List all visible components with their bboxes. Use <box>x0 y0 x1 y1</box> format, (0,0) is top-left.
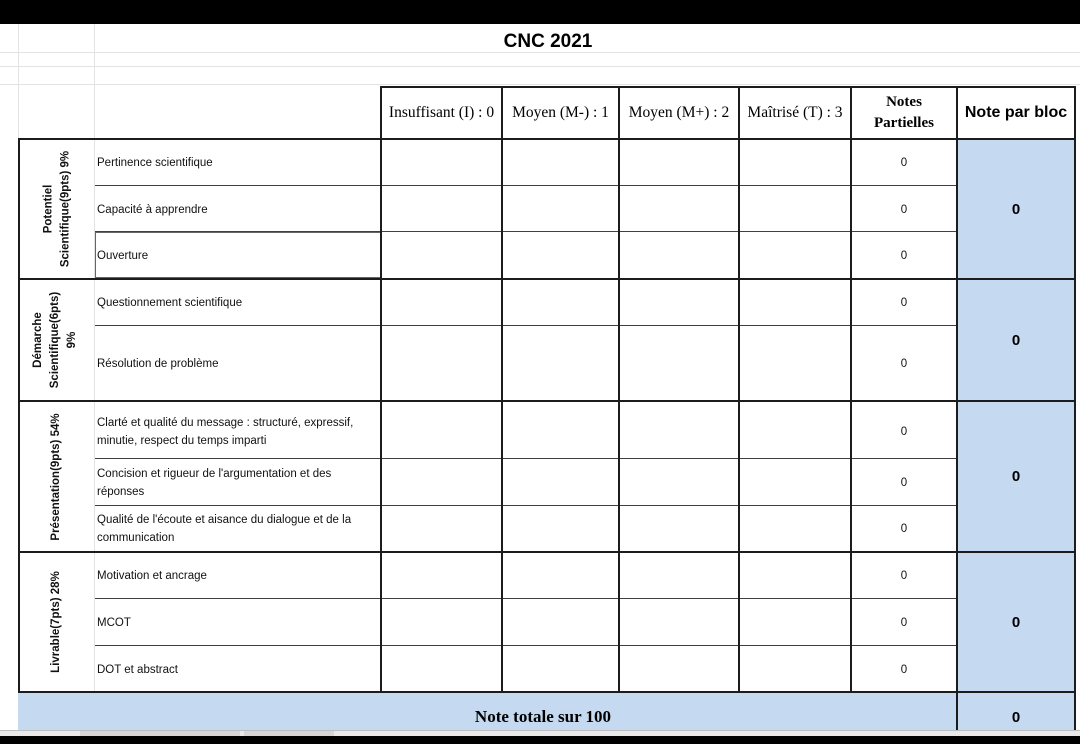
block-label-potentiel: Potentiel Scientifique(9pts) 9% <box>42 150 72 268</box>
selected-cell-outline <box>95 232 381 278</box>
header-notes-line1: Notes <box>886 94 922 110</box>
criterion-clarte[interactable]: Clarté et qualité du message : structuré, expressif, minutie, respect du temps imparti <box>97 416 354 447</box>
sheet-title: CNC 2021 <box>503 31 593 52</box>
window-top-bar <box>0 0 1080 24</box>
criterion-concision[interactable]: Concision et rigueur de l'argumentation et des réponses <box>97 467 332 498</box>
total-label: Note totale sur 100 <box>474 707 612 726</box>
note-partielle-cell[interactable]: 0 <box>900 425 908 438</box>
block-label-livrable: Livrable(7pts) 28% <box>49 571 62 673</box>
block-label-demarche: Démarche Scientifique(6pts) 9% <box>31 291 78 389</box>
criterion-pertinence[interactable]: Pertinence scientifique <box>97 157 213 169</box>
criterion-questionnement[interactable]: Questionnement scientifique <box>97 297 243 309</box>
note-bloc-demarche[interactable]: 0 <box>1011 331 1021 349</box>
note-partielle-cell[interactable]: 0 <box>900 664 908 676</box>
header-level-insuffisant: Insuffisant (I) : 0 <box>388 104 495 121</box>
header-level-moyen-minus: Moyen (M-) : 1 <box>512 104 609 121</box>
note-partielle-cell[interactable]: 0 <box>900 476 908 489</box>
total-value[interactable]: 0 <box>1011 708 1021 726</box>
note-partielle-cell[interactable]: 0 <box>900 297 908 309</box>
note-bloc-presentation[interactable]: 0 <box>1011 468 1021 485</box>
note-partielle-cell[interactable]: 0 <box>900 157 908 169</box>
note-bloc-potentiel[interactable]: 0 <box>1011 200 1021 218</box>
criterion-capacite[interactable]: Capacité à apprendre <box>97 203 208 216</box>
criterion-mcot[interactable]: MCOT <box>97 617 131 629</box>
header-level-moyen-plus: Moyen (M+) : 2 <box>628 104 730 121</box>
note-partielle-cell[interactable]: 0 <box>900 570 908 582</box>
window-bottom-bar <box>0 736 1080 744</box>
criterion-ouverture[interactable]: Ouverture <box>97 249 149 262</box>
note-partielle-cell[interactable]: 0 <box>900 249 908 262</box>
note-partielle-cell[interactable]: 0 <box>900 523 908 535</box>
criterion-ecoute[interactable]: Qualité de l'écoute et aisance du dialogue et de la communication <box>97 514 352 544</box>
note-bloc-livrable[interactable]: 0 <box>1011 613 1021 631</box>
header-note-par-bloc: Note par bloc <box>964 104 1068 121</box>
header-notes-line2: Partielles <box>874 115 934 131</box>
note-partielle-cell[interactable]: 0 <box>900 357 908 370</box>
criterion-dot[interactable]: DOT et abstract <box>97 664 178 676</box>
criterion-motivation[interactable]: Motivation et ancrage <box>97 570 207 582</box>
note-partielle-cell[interactable]: 0 <box>900 617 908 629</box>
header-level-maitrise: Maîtrisé (T) : 3 <box>747 104 843 121</box>
block-label-presentation: Présentation(9pts) 54% <box>49 413 62 541</box>
note-partielle-cell[interactable]: 0 <box>900 203 908 216</box>
criterion-resolution[interactable]: Résolution de problème <box>97 357 219 370</box>
header-notes-partielles <box>852 88 956 138</box>
